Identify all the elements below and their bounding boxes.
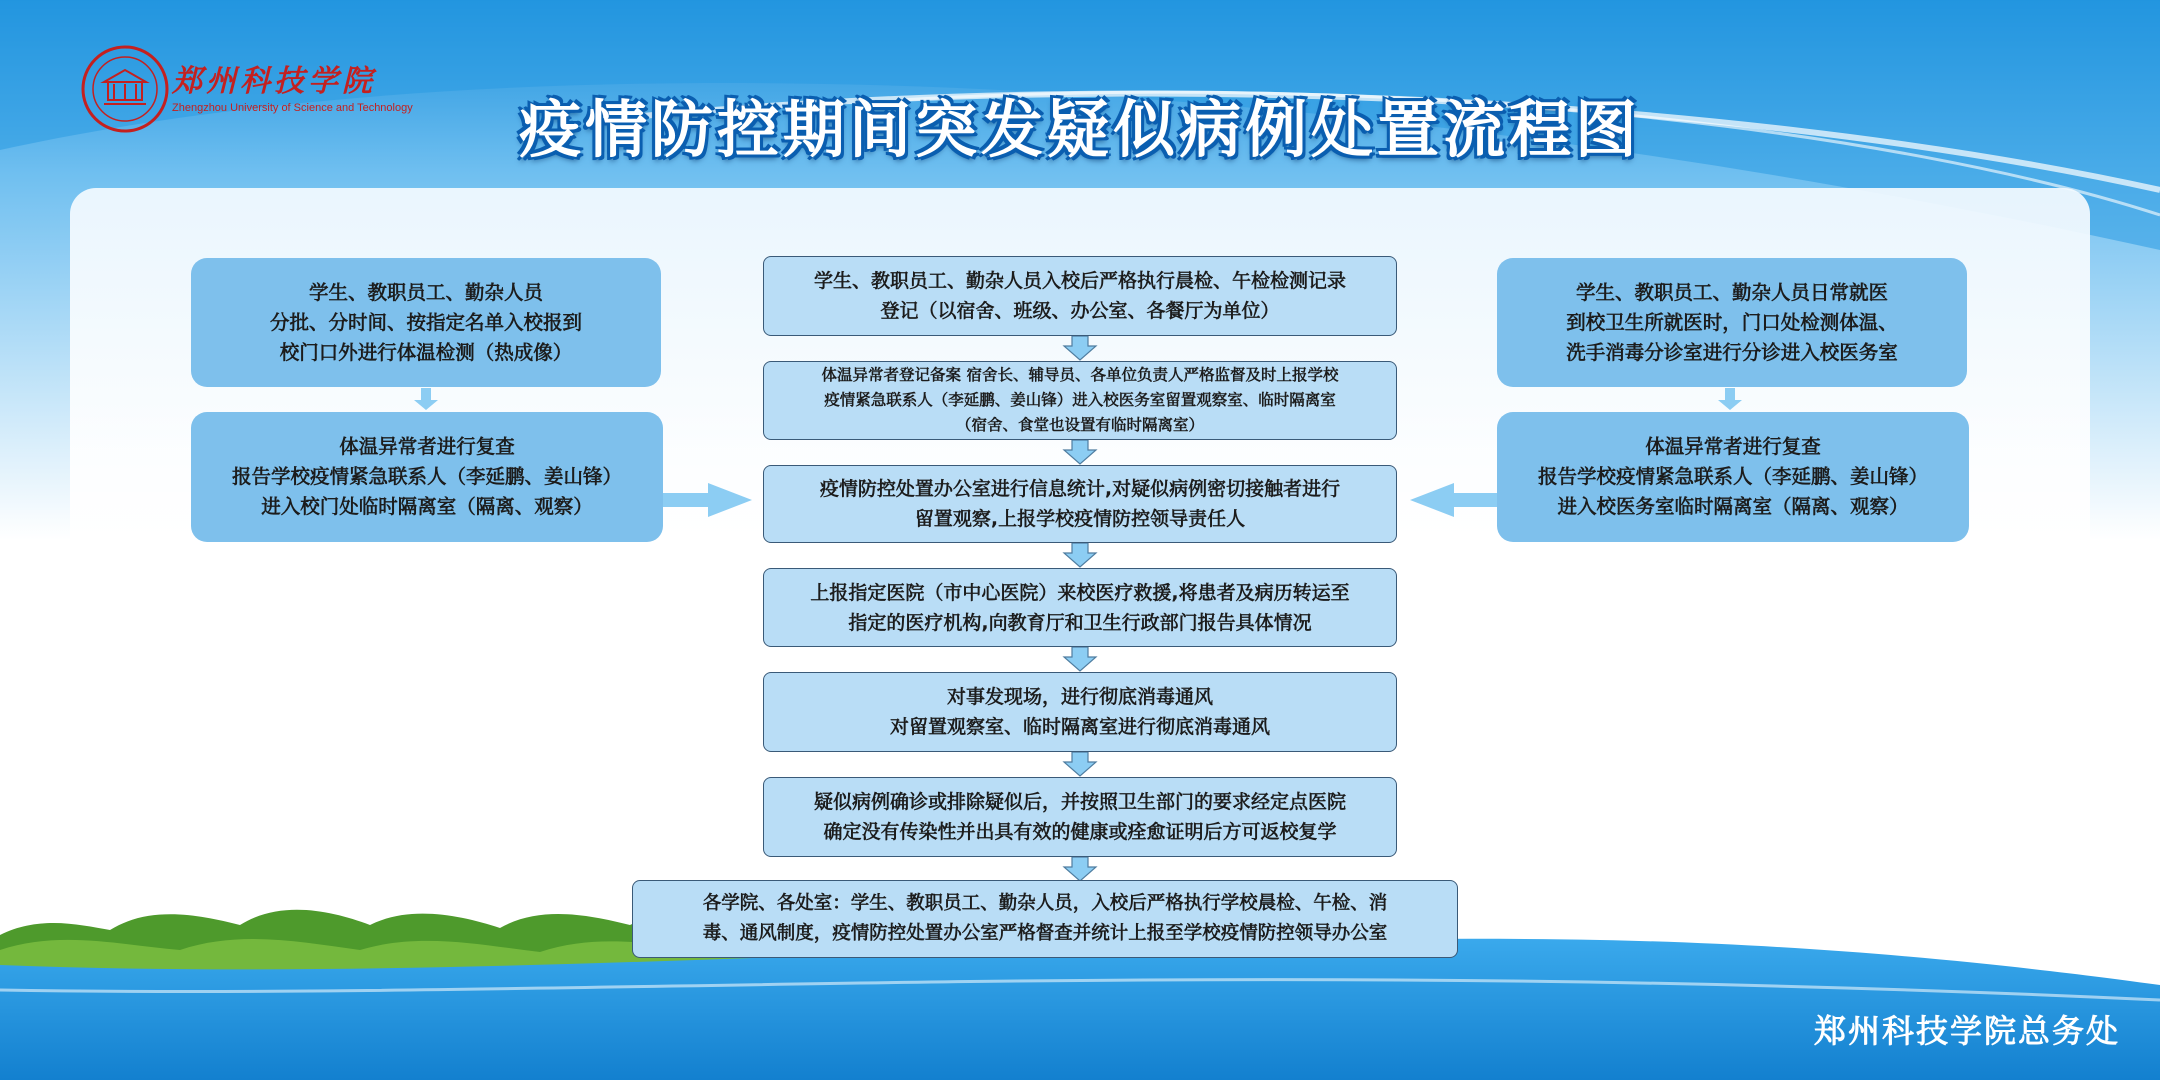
main-step-2: 体温异常者登记备案 宿舍长、辅导员、各单位负责人严格监督及时上报学校 疫情紧急联系人（李延鹏、姜山锋）进入校医务室留置观察室、临时隔离室 （宿舍、食堂也设置有临时隔离室） bbox=[763, 361, 1397, 440]
left-step-2: 体温异常者进行复查 报告学校疫情紧急联系人（李延鹏、姜山锋） 进入校门处临时隔离室（隔离、观察） bbox=[191, 412, 663, 542]
main-step-3: 疫情防控处置办公室进行信息统计,对疑似病例密切接触者进行 留置观察,上报学校疫情防控领导责任人 bbox=[763, 465, 1397, 543]
main-step-1: 学生、教职员工、勤杂人员入校后严格执行晨检、午检检测记录 登记（以宿舍、班级、办公室、各餐厅为单位） bbox=[763, 256, 1397, 336]
main-step-5: 对事发现场，进行彻底消毒通风 对留置观察室、临时隔离室进行彻底消毒通风 bbox=[763, 672, 1397, 752]
main-step-4: 上报指定医院（市中心医院）来校医疗救援,将患者及病历转运至 指定的医疗机构,向教育厅和卫生行政部门报告具体情况 bbox=[763, 568, 1397, 647]
page-title: 疫情防控期间突发疑似病例处置流程图 bbox=[518, 93, 1641, 166]
footer-department: 郑州科技学院总务处 bbox=[1813, 1012, 2120, 1050]
right-step-2: 体温异常者进行复查 报告学校疫情紧急联系人（李延鹏、姜山锋） 进入校医务室临时隔离室（隔离、观察） bbox=[1497, 412, 1969, 542]
main-step-7: 各学院、各处室：学生、教职员工、勤杂人员，入校后严格执行学校晨检、午检、消 毒、通风制度，疫情防控处置办公室严格督查并统计上报至学校疫情防控领导办公室 bbox=[632, 880, 1458, 958]
logo-english-name: Zhengzhou University of Science and Technology bbox=[172, 102, 413, 114]
logo-school-name: 郑州科技学院 bbox=[172, 64, 376, 99]
right-step-1: 学生、教职员工、勤杂人员日常就医 到校卫生所就医时，门口处检测体温、 洗手消毒分诊室进行分诊进入校医务室 bbox=[1497, 258, 1967, 387]
main-step-6: 疑似病例确诊或排除疑似后，并按照卫生部门的要求经定点医院 确定没有传染性并出具有效的健康或痊愈证明后方可返校复学 bbox=[763, 777, 1397, 857]
left-step-1: 学生、教职员工、勤杂人员 分批、分时间、按指定名单入校报到 校门口外进行体温检测（热成像） bbox=[191, 258, 661, 387]
